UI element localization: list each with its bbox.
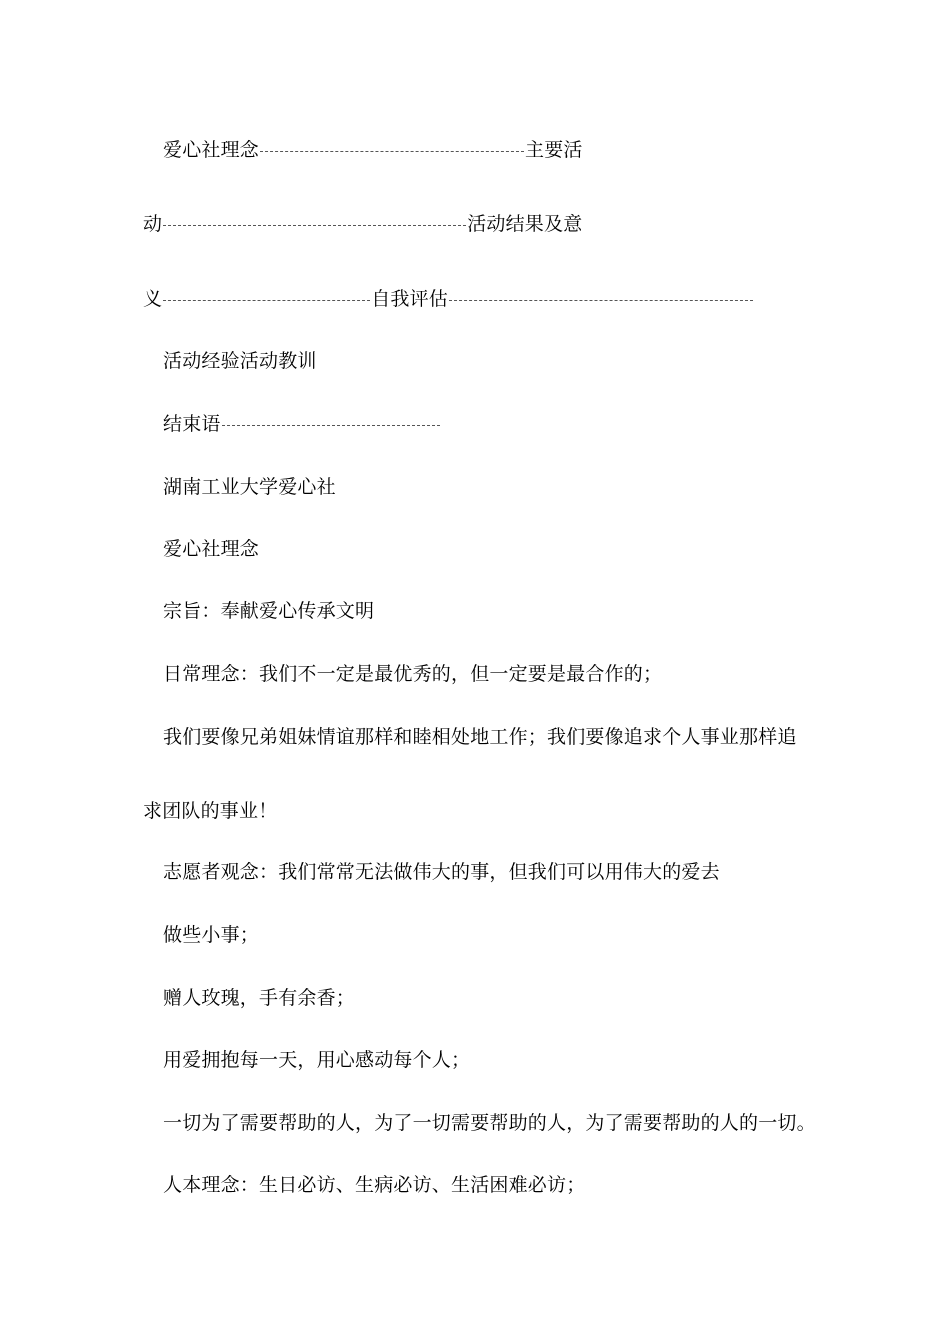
toc-leader-dashes bbox=[260, 151, 524, 152]
daily-concept-text: 日常理念：我们不一定是最优秀的，但一定要是最合作的； bbox=[163, 663, 663, 685]
humanism-concept-text: 人本理念：生日必访、生病必访、生活困难必访； bbox=[163, 1174, 586, 1196]
paragraph-line: 一切为了需要帮助的人，为了一切需要帮助的人，为了需要帮助的人的一切。 bbox=[163, 1112, 816, 1134]
org-name: 湖南工业大学爱心社 bbox=[163, 476, 336, 498]
toc-leader-dashes bbox=[163, 225, 466, 226]
toc-label: 动 bbox=[143, 213, 163, 235]
toc-label: 结束语 bbox=[163, 413, 221, 435]
paragraph-line: 求团队的事业！ bbox=[143, 800, 278, 822]
toc-entry-self-evaluation bbox=[143, 286, 754, 312]
toc-label: 活动经验活动教训 bbox=[163, 350, 317, 372]
toc-entry-concept bbox=[163, 137, 583, 163]
paragraph-line: 做些小事； bbox=[163, 924, 260, 946]
toc-label: 爱心社理念 bbox=[163, 139, 260, 161]
toc-label: 主要活 bbox=[525, 139, 583, 161]
paragraph-line: 用爱拥抱每一天，用心感动每个人； bbox=[163, 1049, 471, 1071]
toc-leader-dashes bbox=[449, 300, 753, 301]
toc-label: 自我评估 bbox=[371, 288, 449, 310]
toc-leader-dashes bbox=[222, 425, 440, 426]
volunteer-concept-text: 志愿者观念：我们常常无法做伟大的事，但我们可以用伟大的爱去 bbox=[163, 861, 720, 883]
toc-entry-conclusion bbox=[163, 411, 441, 437]
toc-leader-dashes bbox=[163, 300, 370, 301]
purpose-text: 宗旨：奉献爱心传承文明 bbox=[163, 600, 375, 622]
section-title: 爱心社理念 bbox=[163, 538, 260, 560]
toc-label: 活动结果及意 bbox=[467, 213, 583, 235]
toc-entry-experience bbox=[163, 348, 317, 374]
paragraph-line: 我们要像兄弟姐妹情谊那样和睦相处地工作；我们要像追求个人事业那样追 bbox=[163, 726, 797, 748]
toc-entry-activities bbox=[143, 211, 582, 237]
paragraph-line: 赠人玫瑰，手有余香； bbox=[163, 987, 356, 1009]
toc-label: 义 bbox=[143, 288, 163, 310]
